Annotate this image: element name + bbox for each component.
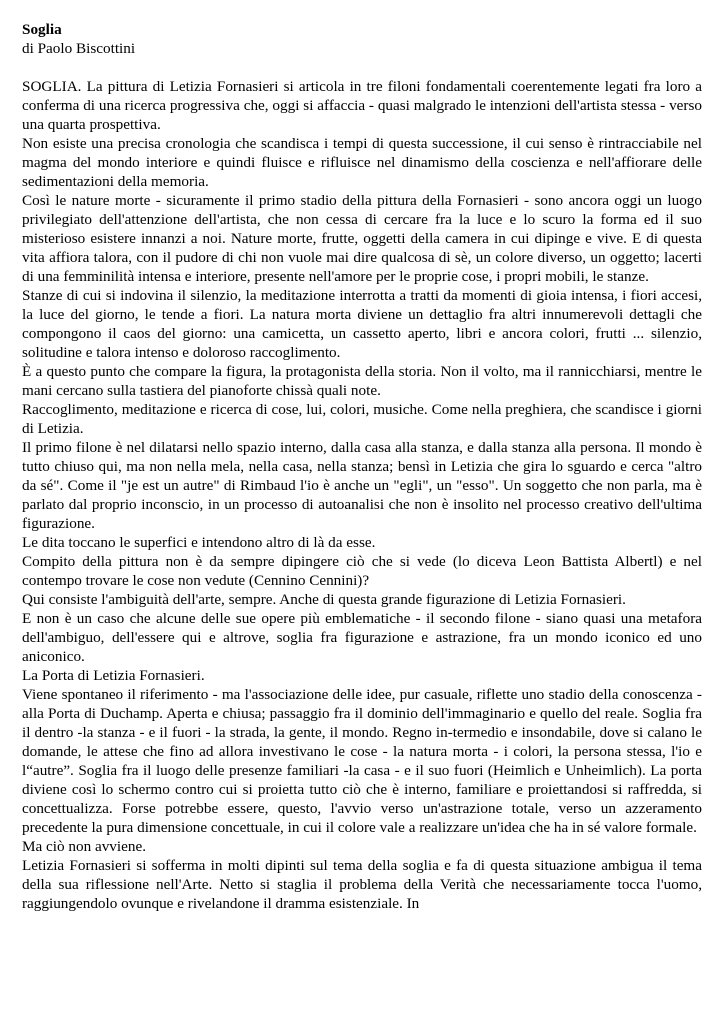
paragraph-nature-morte: Così le nature morte - sicuramente il primo stadio della pittura della Fornasieri - sono ancora oggi un luogo privilegiato dell'attenzione dell'artista, che non cessa di cercare fra la luce e lo scuro la forma ed il suo misterioso esistere innanzi a noi. Nature morte, frutte, oggetti della camera in cui dipinge e vive. E di questa vita affiora talora, con il pudore di chi non vuole mai dire qualcosa di sè, un colore diverso, un oggetto; lacerti di una femminilità intensa e interiore, presente nell'amore per le proprie cose, i propri mobili, le stanze. <box>22 192 702 285</box>
paragraph-cronologia: Non esiste una precisa cronologia che scandisca i tempi di questa successione, il cui senso è rintracciabile nel magma del mondo interiore e quindi fluisce e rifluisce nel dinamismo della coscienza e nell'affiorare delle sedimentazioni della memoria. <box>22 135 702 190</box>
paragraph-stanze: Stanze di cui si indovina il silenzio, la meditazione interrotta a tratti da momenti di gioia intensa, i fiori accesi, la luce del giorno, le tende a fiori. La natura morta diviene un dettaglio fra altri innumerevoli dettagli che compongono il caos del giorno: una camicetta, un cassetto aperto, libri e ancora colori, frutti ... silenzio, solitudine e talora intenso e doloroso raccoglimento. <box>22 287 702 361</box>
paragraph-dita: Le dita toccano le superfici e intendono altro di là da esse. <box>22 534 376 551</box>
document-author: di Paolo Biscottini <box>22 40 136 57</box>
paragraph-secondo-filone: E non è un caso che alcune delle sue opere più emblematiche - il secondo filone - siano quasi una metafora dell'ambiguo, dell'essere qui e altrove, soglia fra figurazione e astrazione, fra un mondo iconico ed uno aniconico. <box>22 610 702 665</box>
paragraph-tema-soglia: Letizia Fornasieri si sofferma in molti dipinti sul tema della soglia e fa di questa situazione ambigua il tema della sua riflessione nell'Arte. Netto si staglia il problema della Verità che necessariamente tocca l'uomo, raggiungendolo ovunque e rivelandone il dramma esistenziale. In <box>22 857 702 912</box>
paragraph-non-avviene: Ma ciò non avviene. <box>22 838 146 855</box>
document-title: Soglia <box>22 21 62 38</box>
paragraph-figura: È a questo punto che compare la figura, la protagonista della storia. Non il volto, ma il rannicchiarsi, mentre le mani cercano sulla tastiera del pianoforte chissà quali note. <box>22 363 702 399</box>
paragraph-raccoglimento: Raccoglimento, meditazione e ricerca di cose, lui, colori, musiche. Come nella preghiera, che scandisce i giorni di Letizia. <box>22 401 702 437</box>
paragraph-porta-heading: La Porta di Letizia Fornasieri. <box>22 667 205 684</box>
paragraph-duchamp: Viene spontaneo il riferimento - ma l'associazione delle idee, pur casuale, riflette uno stadio della conoscenza - alla Porta di Duchamp. Aperta e chiusa; passaggio fra il dominio dell'immaginario e quello del reale. Soglia fra il dentro -la stanza - e il fuori - la strada, la gente, il mondo. Regno in-termedio e insondabile, dove si calano le domande, le attese che fino ad allora investivano le cose - la natura morta - i colori, la persona stessa, l'io e l“autre”. Soglia fra il luogo delle presenze familiari -la casa - e il suo fuori (Heimlich e Unheimlich). La porta diviene così lo schermo contro cui si proietta tutto ciò che è interno, familiare e proiettandosi si raffredda, si concettualizza. Forse potrebbe essere, questo, l'avvio verso un'astrazione totale, verso un azzeramento precedente la pura dimensione concettuale, in cui il colore vale a realizzare un'idea che ha in sé valore formale. <box>22 686 702 836</box>
paragraph-ambiguita: Qui consiste l'ambiguità dell'arte, sempre. Anche di questa grande figurazione di Letizia Fornasieri. <box>22 591 626 608</box>
paragraph-soglia-intro: SOGLIA. La pittura di Letizia Fornasieri si articola in tre filoni fondamentali coerentemente legati fra loro a conferma di una ricerca progressiva che, oggi si affaccia - quasi malgrado le intenzioni dell'artista stessa - verso una quarta prospettiva. <box>22 78 702 133</box>
paragraph-primo-filone: Il primo filone è nel dilatarsi nello spazio interno, dalla casa alla stanza, e dalla stanza alla persona. Il mondo è tutto chiuso qui, ma non nella mela, nella casa, nella stanza; bensì in Letizia che gira lo sguardo e cerca "altro da sé". Come il "je est un autre" di Rimbaud l'io è anche un "egli", un "esso". Un soggetto che non parla, ma è parlato dal proprio inconscio, in un processo di autoanalisi che non è insolito nel processo creativo dell'ultima figurazione. <box>22 439 702 532</box>
paragraph-compito-pittura: Compito della pittura non è da sempre dipingere ciò che si vede (lo diceva Leon Battista Albertl) e nel contempo trovare le cose non vedute (Cennino Cennini)? <box>22 553 702 589</box>
